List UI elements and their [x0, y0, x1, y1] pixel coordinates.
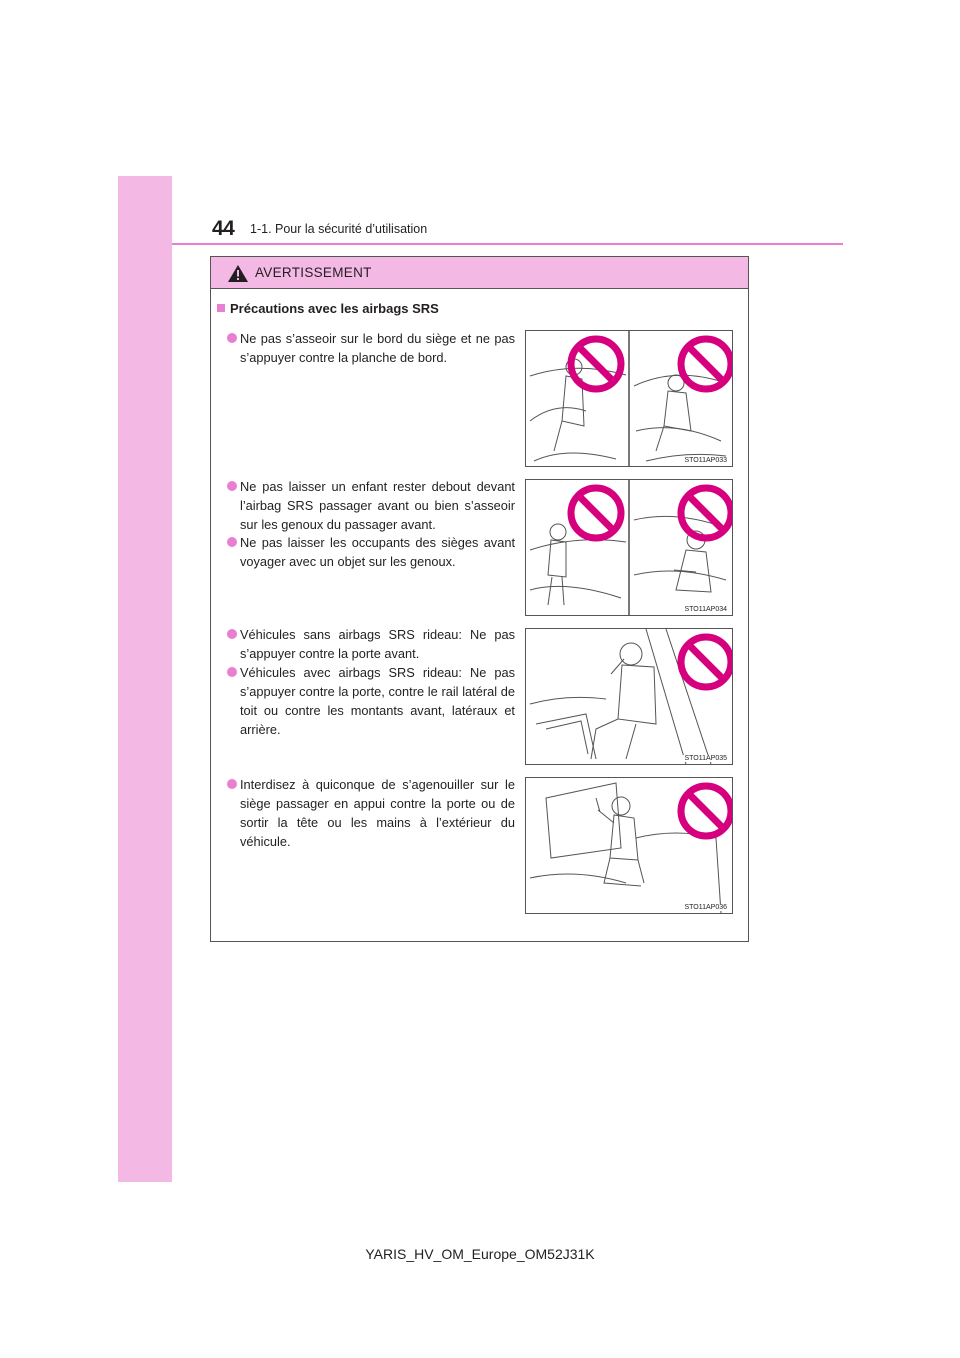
bullet-item [227, 625, 515, 663]
page-number: 44 [212, 217, 235, 240]
bullet-dot-icon [227, 537, 237, 547]
figure-code: STO11AP034 [684, 606, 727, 613]
warning-triangle-icon [228, 265, 248, 282]
prohibition-icon [681, 637, 731, 687]
bullet-text: Véhicules sans airbags SRS rideau: Ne pas s’appuyer contre la porte avant. [240, 627, 515, 661]
side-tab-band [118, 176, 172, 1182]
warning-box [210, 256, 749, 942]
warning-title: AVERTISSEMENT [255, 265, 372, 280]
header-rule [172, 243, 843, 245]
bullet-text: Interdisez à quiconque de s’agenouiller sur le siège passager en appui contre la porte ou de sortir la tête ou les mains à l’extérieur du véhicule. [240, 777, 515, 849]
bullet-item [227, 329, 515, 367]
bullet-text: Ne pas s’asseoir sur le bord du siège et ne pas s’appuyer contre la planche de bord. [240, 331, 515, 365]
bullet-dot-icon [227, 629, 237, 639]
figure-code: STO11AP036 [684, 904, 727, 911]
bullet-dot-icon [227, 333, 237, 343]
square-bullet-icon [217, 304, 225, 312]
bullet-dot-icon [227, 667, 237, 677]
illustration-figure [525, 330, 733, 467]
section-title: 1-1. Pour la sécurité d’utilisation [250, 222, 428, 236]
illustration-figure [525, 628, 733, 765]
bullet-item [227, 533, 515, 571]
bullet-item [227, 477, 515, 534]
prohibition-icon [681, 786, 731, 836]
illustration-figure [525, 777, 733, 914]
prohibition-icon [681, 488, 731, 538]
bullet-item [227, 663, 515, 739]
bullet-dot-icon [227, 481, 237, 491]
bullet-dot-icon [227, 779, 237, 789]
bullet-text: Ne pas laisser les occupants des sièges avant voyager avec un objet sur les genoux. [240, 535, 515, 569]
bullet-text: Véhicules avec airbags SRS rideau: Ne pas s’appuyer contre la porte, contre le rail latéral de toit ou contre les montants avant, latéraux et arrière. [240, 665, 515, 737]
prohibition-icon [681, 339, 731, 389]
bullet-item [227, 775, 515, 851]
subheading-text: Précautions avec les airbags SRS [230, 301, 439, 316]
illustration-figure [525, 479, 733, 616]
warning-header [211, 257, 748, 289]
prohibition-icon [571, 339, 621, 389]
footer-doc-code: YARIS_HV_OM_Europe_OM52J31K [365, 1246, 595, 1262]
prohibition-icon [571, 488, 621, 538]
bullet-text: Ne pas laisser un enfant rester debout devant l’airbag SRS passager avant ou bien s’asseoir sur les genoux du passager avant. [240, 479, 515, 532]
figure-code: STO11AP033 [684, 457, 727, 464]
figure-code: STO11AP035 [684, 755, 727, 762]
subheading [217, 301, 439, 316]
